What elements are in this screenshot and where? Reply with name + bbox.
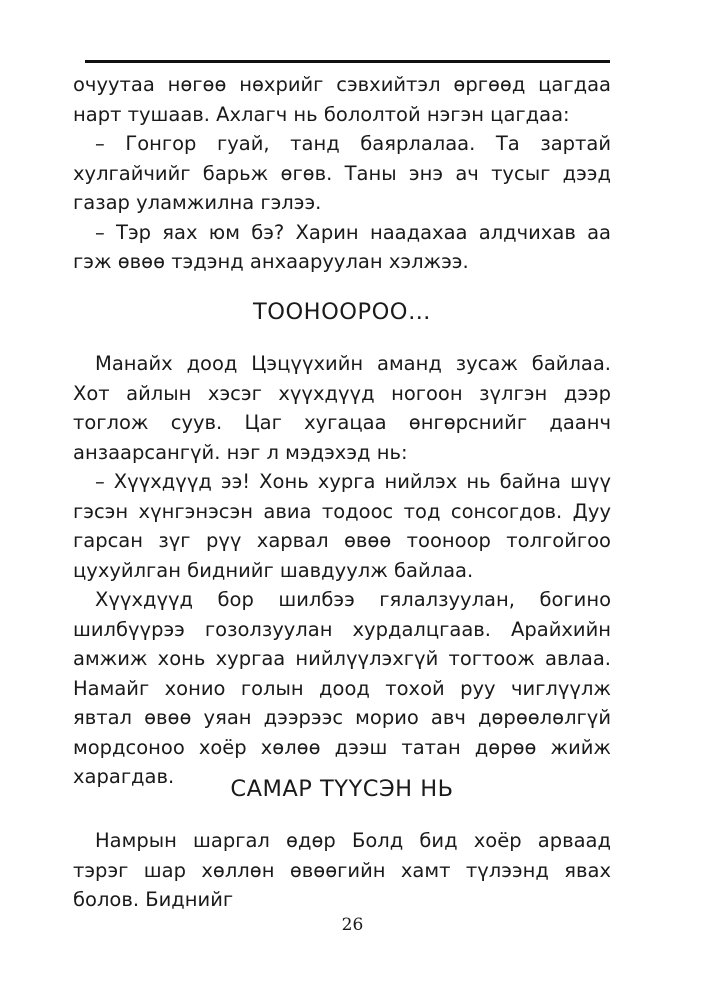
top-rule (85, 60, 610, 63)
paragraph: – Гонгор гуай, танд баярлалаа. Та зартай хулгайчийг барьж өгөв. Таны энэ ач тусыг дээд газар уламжилна гэлээ. (73, 132, 611, 214)
section-heading: ТООНООРОО… (253, 299, 431, 325)
section-text-block (73, 826, 611, 915)
paragraph: – Тэр яах юм бэ? Харин наадахаа алдчихав аа гэж өвөө тэдэнд анхааруулан хэлжээ. (73, 220, 611, 273)
top-text-block (73, 70, 611, 277)
paragraph: очуутаа нөгөө нөхрийг сэвхийтэл өргөөд цагдаа нарт тушаав. Ахлагч нь бололтой нэгэн цагдаа: (73, 73, 611, 126)
paragraph: Намрын шаргал өдөр Болд бид хоёр арваад тэрэг шар хөллөн өвөөгийн хамт түлээнд явах болов. Биднийг (73, 829, 611, 911)
section-heading: САМАР ТҮҮСЭН НЬ (230, 776, 454, 802)
paragraph: Хүүхдүүд бор шилбээ гялалзуулан, богино шилбүүрээ гозолзуулан хурдалцгаав. Арайхийн амжиж хонь хургаа нийлүүлэхгүй тогтоож авлаа. Намайг хонио голын доод тохой руу чиглүүлж явтал өвөө уяан дээрээс морио авч дөрөөлөлгүй мордсоноо хоёр хөлөө дээш татан дөрөө жийж харагдав. (73, 588, 611, 788)
paragraph: Манайх доод Цэцүүхийн аманд зусаж байлаа. Хот айлын хэсэг хүүхдүүд ногоон зүлгэн дээр тоглож суув. Цаг хугацаа өнгөрснийг даанч анзаарсангүй. нэг л мэдэхэд нь: (73, 352, 611, 464)
page-number: 26 (341, 915, 364, 935)
section-text-block (73, 349, 611, 792)
paragraph: – Хүүхдүүд ээ! Хонь хурга нийлэх нь байна шүү гэсэн хүнгэнэсэн авиа тодоос тод сонсогдов. Дуу гарсан зүг рүү харвал өвөө тооноор толгойгоо цухуйлган биднийг шавдуулж байлаа. (73, 470, 611, 582)
